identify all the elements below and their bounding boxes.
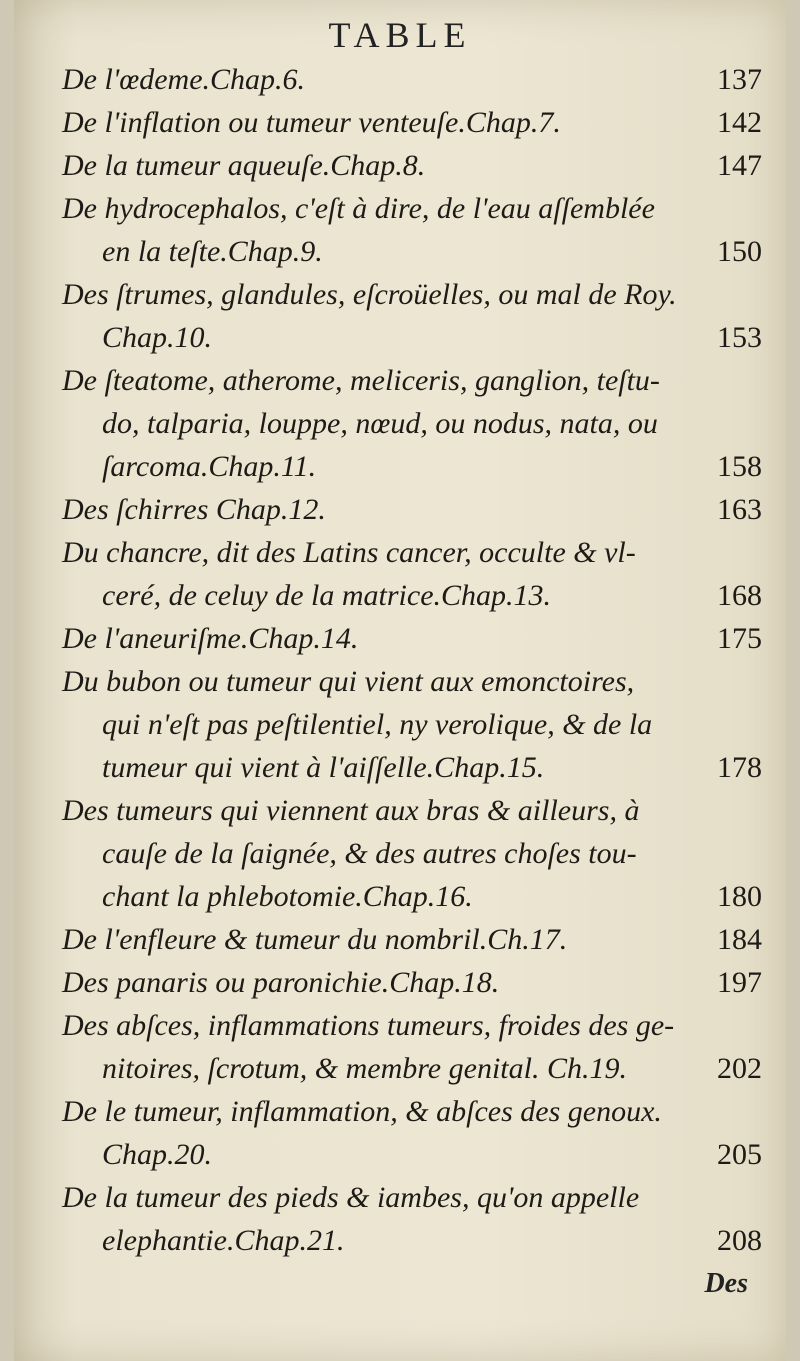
toc-entry-line — [0, 574, 800, 617]
toc-entry-line — [0, 1047, 800, 1090]
toc-entry-text: De la tumeur aqueuſe.Chap.8. — [62, 149, 426, 182]
toc-entry — [0, 961, 800, 1004]
toc-entry — [0, 1176, 800, 1262]
toc-entry-line — [0, 1176, 800, 1219]
toc-entry-text: De l'enfleure & tumeur du nombril.Ch.17. — [62, 923, 568, 956]
toc-page-number: 175 — [717, 622, 762, 655]
table-of-contents — [0, 58, 800, 1262]
toc-entry-line — [0, 187, 800, 230]
toc-entry-line — [0, 58, 800, 101]
page-title: TABLE — [328, 15, 472, 55]
toc-entry-line — [0, 531, 800, 574]
toc-entry-text: De ſteatome, atherome, meliceris, ganglion, teſtu- — [62, 364, 660, 397]
toc-entry — [0, 58, 800, 101]
toc-entry-text: De l'aneuriſme.Chap.14. — [62, 622, 359, 655]
toc-entry-line — [0, 230, 800, 273]
toc-entry — [0, 101, 800, 144]
toc-entry-text: qui n'eſt pas peſtilentiel, ny verolique, & de la — [102, 708, 653, 741]
toc-entry-line — [0, 1004, 800, 1047]
toc-page-number: 197 — [717, 966, 762, 999]
toc-page-number: 178 — [717, 751, 762, 784]
toc-page-number: 205 — [717, 1138, 762, 1171]
toc-entry-text: De l'inflation ou tumeur venteuſe.Chap.7. — [62, 106, 561, 139]
toc-entry-line — [0, 961, 800, 1004]
toc-entry-text: De hydrocephalos, c'eſt à dire, de l'eau aſſemblée — [62, 192, 655, 225]
toc-entry — [0, 187, 800, 273]
toc-entry-text: do, talparia, louppe, nœud, ou nodus, nata, ou — [102, 407, 658, 440]
toc-entry-text: Des ſtrumes, glandules, eſcroüelles, ou mal de Roy. — [62, 278, 677, 311]
toc-entry-text: Chap.10. — [102, 321, 213, 354]
toc-entry — [0, 660, 800, 789]
toc-page-number: 147 — [717, 149, 762, 182]
catchword: Des — [704, 1268, 748, 1299]
toc-entry — [0, 488, 800, 531]
toc-page-number: 142 — [717, 106, 762, 139]
toc-entry-line — [0, 832, 800, 875]
toc-entry-text: Chap.20. — [102, 1138, 213, 1171]
toc-entry-text: Des ſchirres Chap.12. — [62, 493, 326, 526]
toc-entry-text: ſarcoma.Chap.11. — [102, 450, 317, 483]
toc-entry-line — [0, 1133, 800, 1176]
toc-entry — [0, 273, 800, 359]
toc-entry-line — [0, 359, 800, 402]
toc-entry-text: chant la phlebotomie.Chap.16. — [102, 880, 473, 913]
toc-page-number: 163 — [717, 493, 762, 526]
toc-entry — [0, 359, 800, 488]
toc-entry — [0, 144, 800, 187]
toc-entry-text: De l'œdeme.Chap.6. — [62, 63, 306, 96]
toc-entry-line — [0, 144, 800, 187]
toc-entry-text: Des abſces, inflammations tumeurs, froides des ge- — [62, 1009, 675, 1042]
toc-entry-text: cauſe de la ſaignée, & des autres choſes tou- — [102, 837, 637, 870]
toc-page-number: 168 — [717, 579, 762, 612]
toc-page-number: 184 — [717, 923, 762, 956]
toc-entry — [0, 918, 800, 961]
toc-entry-line — [0, 918, 800, 961]
toc-entry-text: Du chancre, dit des Latins cancer, occulte & vl- — [62, 536, 636, 569]
toc-page-number: 137 — [717, 63, 762, 96]
toc-entry-line — [0, 402, 800, 445]
toc-page-number: 153 — [717, 321, 762, 354]
toc-entry-text: elephantie.Chap.21. — [102, 1224, 345, 1257]
toc-entry-text: De la tumeur des pieds & iambes, qu'on appelle — [62, 1181, 640, 1214]
toc-entry-line — [0, 875, 800, 918]
toc-entry — [0, 531, 800, 617]
toc-page-number: 158 — [717, 450, 762, 483]
toc-entry — [0, 1004, 800, 1090]
toc-entry — [0, 789, 800, 918]
toc-page-number: 202 — [717, 1052, 762, 1085]
toc-entry-line — [0, 789, 800, 832]
toc-entry-line — [0, 617, 800, 660]
toc-entry-line — [0, 746, 800, 789]
toc-entry-line — [0, 703, 800, 746]
toc-entry-text: tumeur qui vient à l'aiſſelle.Chap.15. — [102, 751, 545, 784]
toc-entry-text: Des tumeurs qui viennent aux bras & ailleurs, à — [62, 794, 640, 827]
toc-entry — [0, 617, 800, 660]
toc-entry-text: Du bubon ou tumeur qui vient aux emonctoires, — [62, 665, 635, 698]
toc-entry-text: De le tumeur, inflammation, & abſces des genoux. — [62, 1095, 662, 1128]
toc-entry-line — [0, 488, 800, 531]
toc-entry-text: nitoires, ſcrotum, & membre genital. Ch.19. — [102, 1052, 627, 1085]
toc-page-number: 208 — [717, 1224, 762, 1257]
toc-entry-text: en la teſte.Chap.9. — [102, 235, 323, 268]
toc-entry-line — [0, 660, 800, 703]
toc-page-number: 150 — [717, 235, 762, 268]
toc-entry-line — [0, 445, 800, 488]
toc-entry-line — [0, 273, 800, 316]
toc-entry-text: ceré, de celuy de la matrice.Chap.13. — [102, 579, 552, 612]
toc-entry — [0, 1090, 800, 1176]
toc-entry-line — [0, 316, 800, 359]
toc-entry-line — [0, 1090, 800, 1133]
toc-entry-text: Des panaris ou paronichie.Chap.18. — [62, 966, 500, 999]
toc-entry-line — [0, 101, 800, 144]
toc-page-number: 180 — [717, 880, 762, 913]
toc-entry-line — [0, 1219, 800, 1262]
